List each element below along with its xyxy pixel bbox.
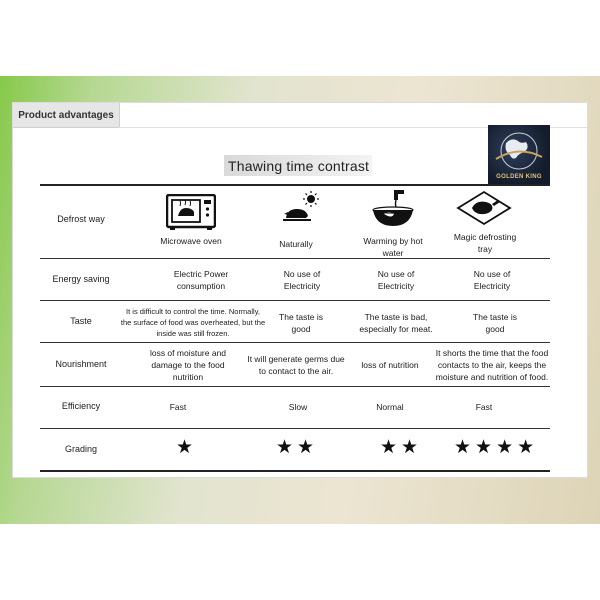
row-divider bbox=[40, 386, 550, 387]
nourishment-naturally: It will generate germs due to contact to the air. bbox=[247, 354, 345, 376]
column-label-microwave: Microwave oven bbox=[160, 236, 222, 246]
nourishment-hot-water: loss of nutrition bbox=[361, 360, 419, 370]
energy-saving-microwave: Electric Power consumption bbox=[173, 269, 229, 291]
brand-logo bbox=[488, 125, 550, 185]
efficiency-magic-tray: Fast bbox=[475, 402, 493, 412]
table-bottom-border bbox=[40, 470, 550, 472]
nourishment-microwave: loss of moisture and damage to the food nutrition bbox=[149, 348, 227, 382]
page-title: Thawing time contrast bbox=[228, 158, 370, 174]
microwave-icon bbox=[166, 194, 216, 230]
grading-hot-water-stars: ★★ bbox=[380, 437, 423, 458]
row-divider bbox=[40, 300, 550, 301]
efficiency-naturally: Slow bbox=[288, 402, 308, 412]
row-label-grading: Grading bbox=[64, 444, 98, 454]
row-divider bbox=[40, 342, 550, 343]
column-label-magic-tray: Magic defrosting tray bbox=[453, 232, 517, 254]
energy-saving-hot-water: No use of Electricity bbox=[377, 269, 415, 291]
energy-saving-magic-tray: No use of Electricity bbox=[473, 269, 511, 291]
column-label-naturally: Naturally bbox=[279, 239, 313, 249]
efficiency-hot-water: Normal bbox=[376, 402, 404, 412]
logo-text: GOLDEN KING bbox=[496, 174, 542, 180]
taste-naturally: The taste is good bbox=[279, 312, 323, 334]
row-divider bbox=[40, 258, 550, 259]
grading-microwave-stars: ★ bbox=[176, 437, 198, 458]
row-divider bbox=[40, 428, 550, 429]
efficiency-microwave: Fast bbox=[169, 402, 187, 412]
row-label-defrost-way: Defrost way bbox=[57, 214, 105, 224]
defrosting-tray-icon bbox=[456, 190, 512, 226]
row-label-nourishment: Nourishment bbox=[55, 359, 107, 369]
bowl-hot-water-icon bbox=[370, 188, 416, 230]
table-top-border bbox=[40, 184, 550, 186]
taste-magic-tray: The taste is good bbox=[473, 312, 517, 334]
row-label-efficiency: Efficiency bbox=[61, 401, 101, 411]
nourishment-magic-tray: It shorts the time that the food contacts to the air, keeps the moisture and nutrition of food. bbox=[435, 348, 549, 382]
row-label-taste: Taste bbox=[70, 316, 92, 326]
taste-microwave: It is difficult to control the time. Normally, the surface of food was overheated, but the inside was still frozen. bbox=[120, 307, 266, 338]
tab-product-advantages[interactable]: Product advantages bbox=[13, 103, 120, 128]
energy-saving-naturally: No use of Electricity bbox=[283, 269, 321, 291]
grading-magic-tray-stars: ★★★★ bbox=[454, 437, 539, 458]
column-label-hot-water: Warming by hot water bbox=[363, 236, 423, 258]
roast-chicken-sun-icon bbox=[280, 190, 320, 230]
grading-naturally-stars: ★★ bbox=[276, 437, 319, 458]
taste-hot-water: The taste is bad, especially for meat. bbox=[359, 312, 433, 334]
row-label-energy-saving: Energy saving bbox=[52, 274, 110, 284]
